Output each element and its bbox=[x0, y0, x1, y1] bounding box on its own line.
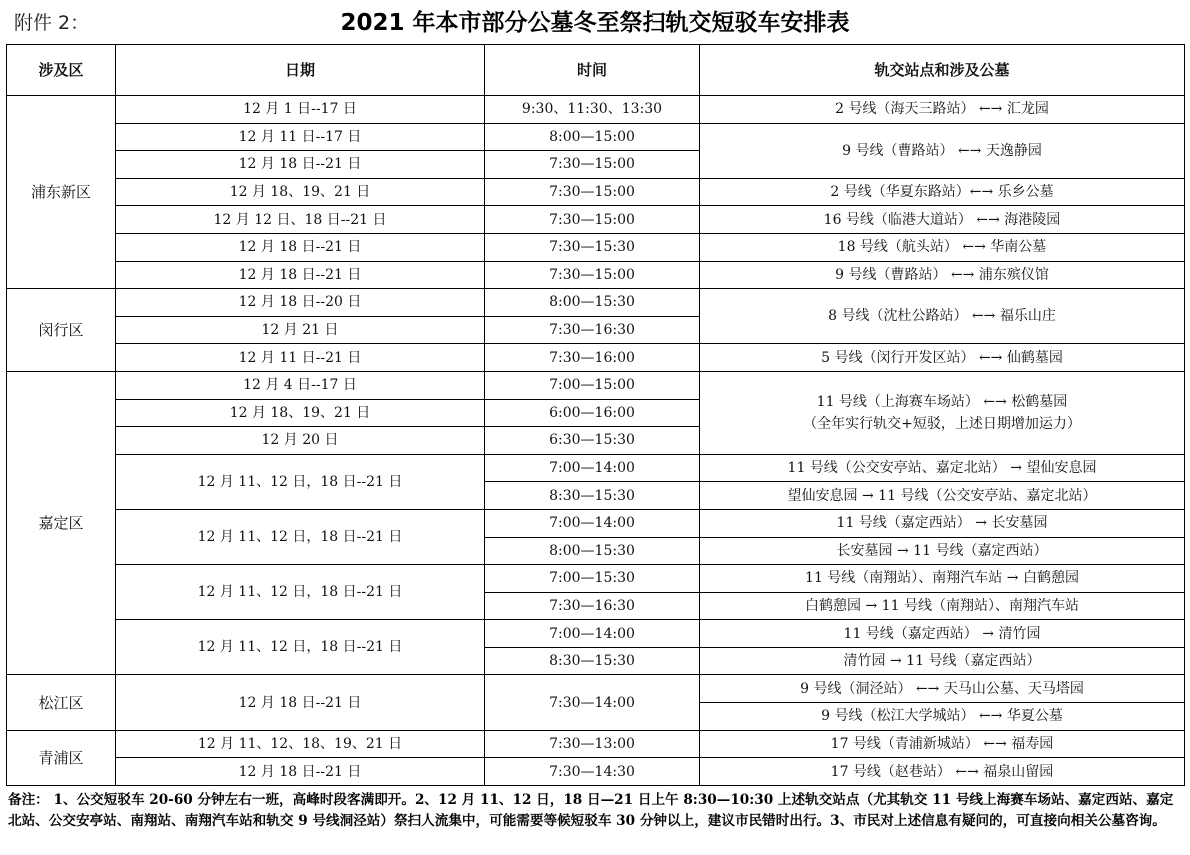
route-cell: 11 号线（嘉定西站） → 长安墓园 bbox=[700, 509, 1185, 537]
table-row bbox=[7, 454, 1185, 482]
shuttle-schedule-table bbox=[6, 44, 1185, 786]
district-cell: 青浦区 bbox=[7, 730, 116, 785]
date-cell: 12 月 11 日--17 日 bbox=[116, 123, 485, 151]
route-cell bbox=[700, 371, 1185, 454]
date-cell: 12 月 18 日--21 日 bbox=[116, 758, 485, 786]
time-cell: 7:30—15:00 bbox=[485, 261, 700, 289]
route-note-text: （全年实行轨交+短驳，上述日期增加运力） bbox=[803, 415, 1081, 432]
table-row bbox=[7, 509, 1185, 537]
time-cell: 7:00—14:00 bbox=[485, 454, 700, 482]
time-cell: 8:30—15:30 bbox=[485, 647, 700, 675]
table-row bbox=[7, 730, 1185, 758]
route-cell: 9 号线（曹路站） ←→ 天逸静园 bbox=[700, 123, 1185, 178]
table-header-row bbox=[7, 45, 1185, 96]
table-row bbox=[7, 344, 1185, 372]
time-cell: 7:30—13:00 bbox=[485, 730, 700, 758]
date-cell: 12 月 18 日--21 日 bbox=[116, 261, 485, 289]
header-date: 日期 bbox=[116, 45, 485, 96]
time-cell: 8:30—15:30 bbox=[485, 482, 700, 510]
table-row bbox=[7, 261, 1185, 289]
route-cell: 清竹园 → 11 号线（嘉定西站） bbox=[700, 647, 1185, 675]
date-cell: 12 月 1 日--17 日 bbox=[116, 96, 485, 124]
time-cell: 7:30—14:30 bbox=[485, 758, 700, 786]
footnote: 备注： 1、公交短驳车 20-60 分钟左右一班，高峰时段客满即开。2、12 月 11、12 日，18 日—21 日上午 8:30—10:30 上述轨交站点（尤其轨交 11 号线上海赛车场站、嘉定西站、嘉定北站、公交安亭站、南翔站、南翔汽车站和轨交 9 号线洞泾站）祭扫人流集中，可能需要等候短驳车 30 分钟以上，建议市民错时出行。3、市民对上述信息有疑问的，可直接向相关公墓咨询。 bbox=[8, 792, 1174, 829]
table-row bbox=[7, 206, 1185, 234]
date-cell: 12 月 11、12 日，18 日--21 日 bbox=[116, 620, 485, 675]
time-cell: 7:00—15:30 bbox=[485, 565, 700, 593]
table-row bbox=[7, 123, 1185, 151]
table-row bbox=[7, 758, 1185, 786]
time-cell: 7:00—14:00 bbox=[485, 620, 700, 648]
table-row bbox=[7, 620, 1185, 648]
route-cell: 9 号线（曹路站） ←→ 浦东殡仪馆 bbox=[700, 261, 1185, 289]
route-cell: 8 号线（沈杜公路站） ←→ 福乐山庄 bbox=[700, 289, 1185, 344]
route-cell: 9 号线（洞泾站） ←→ 天马山公墓、天马塔园 bbox=[700, 675, 1185, 703]
route-cell: 望仙安息园 → 11 号线（公交安亭站、嘉定北站） bbox=[700, 482, 1185, 510]
table-row bbox=[7, 233, 1185, 261]
time-cell: 8:00—15:00 bbox=[485, 123, 700, 151]
header-district: 涉及区 bbox=[7, 45, 116, 96]
route-cell: 5 号线（闵行开发区站） ←→ 仙鹤墓园 bbox=[700, 344, 1185, 372]
time-cell: 7:00—14:00 bbox=[485, 509, 700, 537]
route-cell: 长安墓园 → 11 号线（嘉定西站） bbox=[700, 537, 1185, 565]
table-row bbox=[7, 96, 1185, 124]
time-cell: 7:30—15:00 bbox=[485, 206, 700, 234]
route-cell: 11 号线（嘉定西站） → 清竹园 bbox=[700, 620, 1185, 648]
time-cell: 8:00—15:30 bbox=[485, 289, 700, 317]
time-cell: 6:00—16:00 bbox=[485, 399, 700, 427]
time-cell: 7:30—16:00 bbox=[485, 344, 700, 372]
route-cell: 白鹤憩园 → 11 号线（南翔站）、南翔汽车站 bbox=[700, 592, 1185, 620]
document-title: 2021 年本市部分公墓冬至祭扫轨交短驳车安排表 bbox=[340, 10, 850, 36]
district-cell: 嘉定区 bbox=[7, 371, 116, 675]
date-cell: 12 月 20 日 bbox=[116, 427, 485, 455]
route-cell: 2 号线（海天三路站） ←→ 汇龙园 bbox=[700, 96, 1185, 124]
attachment-label: 附件 2： bbox=[14, 12, 90, 34]
route-cell: 17 号线（青浦新城站） ←→ 福寿园 bbox=[700, 730, 1185, 758]
time-cell: 6:30—15:30 bbox=[485, 427, 700, 455]
time-cell: 7:30—16:30 bbox=[485, 592, 700, 620]
date-cell: 12 月 18 日--21 日 bbox=[116, 675, 485, 730]
date-cell: 12 月 11 日--21 日 bbox=[116, 344, 485, 372]
table-row bbox=[7, 178, 1185, 206]
route-cell: 9 号线（松江大学城站） ←→ 华夏公墓 bbox=[700, 703, 1185, 731]
time-cell: 7:30—15:30 bbox=[485, 233, 700, 261]
table-row bbox=[7, 565, 1185, 593]
date-cell: 12 月 4 日--17 日 bbox=[116, 371, 485, 399]
date-cell: 12 月 12 日、18 日--21 日 bbox=[116, 206, 485, 234]
district-cell: 闵行区 bbox=[7, 289, 116, 372]
time-cell: 7:30—16:30 bbox=[485, 316, 700, 344]
header-route: 轨交站点和涉及公墓 bbox=[700, 45, 1185, 96]
date-cell: 12 月 21 日 bbox=[116, 316, 485, 344]
time-cell: 7:30—14:00 bbox=[485, 675, 700, 730]
date-cell: 12 月 11、12、18、19、21 日 bbox=[116, 730, 485, 758]
route-cell: 18 号线（航头站） ←→ 华南公墓 bbox=[700, 233, 1185, 261]
date-cell: 12 月 18 日--21 日 bbox=[116, 151, 485, 179]
route-cell: 11 号线（公交安亭站、嘉定北站） → 望仙安息园 bbox=[700, 454, 1185, 482]
route-cell: 2 号线（华夏东路站）←→ 乐乡公墓 bbox=[700, 178, 1185, 206]
time-cell: 9:30、11:30、13:30 bbox=[485, 96, 700, 124]
route-cell: 17 号线（赵巷站） ←→ 福泉山留园 bbox=[700, 758, 1185, 786]
time-cell: 7:00—15:00 bbox=[485, 371, 700, 399]
date-cell: 12 月 18、19、21 日 bbox=[116, 178, 485, 206]
time-cell: 7:30—15:00 bbox=[485, 178, 700, 206]
table-row bbox=[7, 371, 1185, 399]
date-cell: 12 月 18 日--21 日 bbox=[116, 233, 485, 261]
date-cell: 12 月 18、19、21 日 bbox=[116, 399, 485, 427]
district-cell: 浦东新区 bbox=[7, 96, 116, 289]
date-cell: 12 月 11、12 日，18 日--21 日 bbox=[116, 509, 485, 564]
date-cell: 12 月 18 日--20 日 bbox=[116, 289, 485, 317]
time-cell: 7:30—15:00 bbox=[485, 151, 700, 179]
date-cell: 12 月 11、12 日，18 日--21 日 bbox=[116, 454, 485, 509]
date-cell: 12 月 11、12 日，18 日--21 日 bbox=[116, 565, 485, 620]
route-main-text: 11 号线（上海赛车场站） ←→ 松鹤墓园 bbox=[816, 393, 1068, 410]
district-cell: 松江区 bbox=[7, 675, 116, 730]
table-row bbox=[7, 289, 1185, 317]
time-cell: 8:00—15:30 bbox=[485, 537, 700, 565]
route-cell: 16 号线（临港大道站） ←→ 海港陵园 bbox=[700, 206, 1185, 234]
route-cell: 11 号线（南翔站）、南翔汽车站 → 白鹤憩园 bbox=[700, 565, 1185, 593]
table-row bbox=[7, 675, 1185, 703]
header-time: 时间 bbox=[485, 45, 700, 96]
